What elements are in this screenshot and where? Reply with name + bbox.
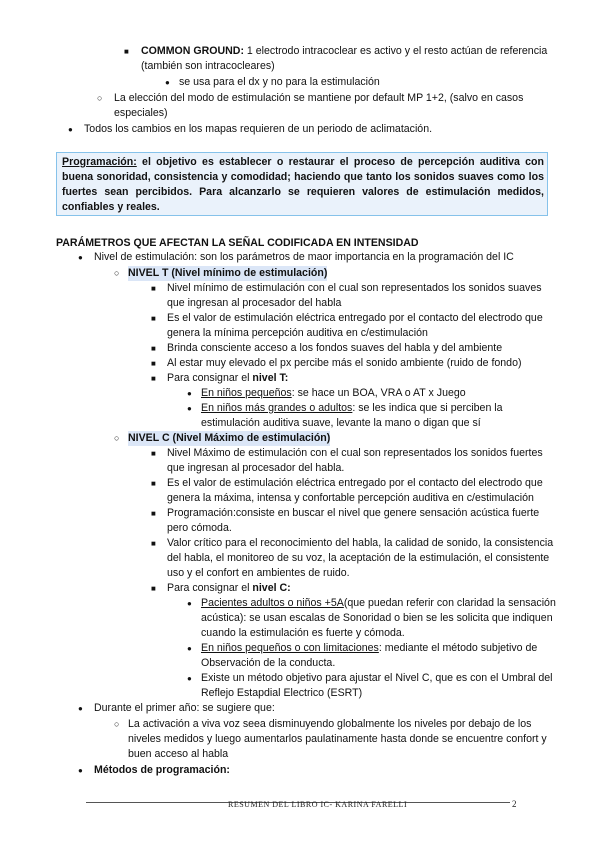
dot-bullet-icon: ● bbox=[78, 766, 83, 775]
dot-bullet-icon: ● bbox=[187, 404, 192, 413]
nivel-t-item-5: Para consignar el nivel T: bbox=[167, 372, 289, 384]
nivel-c-sub-3-cont: Reflejo Estapdial Electrico (ESRT) bbox=[201, 687, 363, 699]
nivel-c-sub-2-cont: Observación de la conducta. bbox=[201, 657, 336, 669]
mode-text: La elección del modo de estimulación se mantiene por default MP 1+2, (salvo en casos bbox=[114, 92, 524, 104]
nivel-t-title: NIVEL T (Nivel mínimo de estimulación) bbox=[128, 267, 328, 279]
page-number: 2 bbox=[512, 799, 517, 809]
nivel-t-item-2-cont: genera la mínima percepción auditiva en c/estimulación bbox=[167, 327, 428, 339]
dot-bullet-icon: ● bbox=[78, 704, 83, 713]
nivel-c-item-4: Valor crítico para el reconocimiento del habla, la calidad de sonido, la consistencia bbox=[167, 537, 554, 549]
nivel-t-sub-2-cont: estimulación auditiva suave, levante la mano o digan que sí bbox=[201, 417, 481, 429]
nivel-c-item-4-cont-2: uso y el confort en ambientes de ruido. bbox=[167, 567, 350, 579]
square-bullet-icon: ■ bbox=[151, 479, 156, 488]
circle-bullet-icon: ○ bbox=[114, 433, 120, 443]
nivel-c-item-3-cont: pero cómoda. bbox=[167, 522, 232, 534]
nivel-c-item-4-cont: del habla, el monitoreo de su voz, la aceptación de la estimulación, el consistente bbox=[167, 552, 550, 564]
dot-bullet-icon: ● bbox=[187, 599, 192, 608]
nivel-c-item-2: Es el valor de estimulación eléctrica entregado por el contacto del electrodo que bbox=[167, 477, 543, 489]
square-bullet-icon: ■ bbox=[151, 284, 156, 293]
nivel-c-sub-1-cont-2: cuando la estimulación es fuerte y cómoda. bbox=[201, 627, 405, 639]
nivel-t-item-2: Es el valor de estimulación eléctrica entregado por el contacto del electrodo que bbox=[167, 312, 543, 324]
common-ground-line-2: (también son intracocleares) bbox=[141, 60, 275, 72]
nivel-c-item-1: Nivel Máximo de estimulación con el cual son representados los sonidos fuertes bbox=[167, 447, 543, 459]
square-bullet-icon: ■ bbox=[151, 509, 156, 518]
dot-bullet-icon: ● bbox=[78, 253, 83, 262]
activation-text: La activación a viva voz seea disminuyendo globalmente los niveles por debajo de los bbox=[128, 718, 532, 730]
activation-text-2: niveles medidos y luego aumentarlos paulatinamente hasta donde se encuentre confort y bbox=[128, 733, 547, 745]
dot-bullet-icon: ● bbox=[68, 125, 73, 134]
common-ground-line: COMMON GROUND: 1 electrodo intracoclear es activo y el resto actúan de referencia bbox=[141, 45, 548, 57]
circle-bullet-icon: ○ bbox=[97, 93, 103, 103]
nivel-c-item-3: Programación:consiste en buscar el nivel que genere sensación acústica fuerte bbox=[167, 507, 540, 519]
first-year-text: Durante el primer año: se sugiere que: bbox=[94, 702, 275, 714]
nivel-c-item-2-cont: genera la máxima, intensa y confortable percepción auditiva en c/estimulación bbox=[167, 492, 534, 504]
mode-text-2: especiales) bbox=[114, 107, 168, 119]
dot-bullet-icon: ● bbox=[187, 389, 192, 398]
square-bullet-icon: ■ bbox=[151, 584, 156, 593]
square-bullet-icon: ■ bbox=[124, 47, 129, 56]
footer-title: RESUMEN DEL LIBRO IC- KARINA FARELLI bbox=[228, 800, 408, 809]
circle-bullet-icon: ○ bbox=[114, 268, 120, 278]
nivel-c-item-1-cont: que ingresan al procesador del habla. bbox=[167, 462, 345, 474]
nivel-t-item-3: Brinda consciente acceso a los fondos suaves del habla y del ambiente bbox=[167, 342, 503, 354]
dot-bullet-icon: ● bbox=[165, 78, 170, 87]
common-ground-sub: se usa para el dx y no para la estimulación bbox=[179, 76, 380, 88]
nivel-c-item-5: Para consignar el nivel C: bbox=[167, 582, 291, 594]
nivel-t-item-4: Al estar muy elevado el px percibe más el sonido ambiente (ruido de fondo) bbox=[167, 357, 522, 369]
square-bullet-icon: ■ bbox=[151, 344, 156, 353]
circle-bullet-icon: ○ bbox=[114, 719, 120, 729]
square-bullet-icon: ■ bbox=[151, 374, 156, 383]
dot-bullet-icon: ● bbox=[187, 674, 192, 683]
square-bullet-icon: ■ bbox=[151, 314, 156, 323]
nivel-c-title: NIVEL C (Nivel Máximo de estimulación) bbox=[128, 432, 331, 444]
nivel-c-sub-1: Pacientes adultos o niños +5A(que puedan referir con claridad la sensación bbox=[201, 597, 556, 609]
nivel-intro: Nivel de estimulación: son los parámetros de maor importancia en la programación del IC bbox=[94, 251, 514, 263]
nivel-t-item-1: Nivel mínimo de estimulación con el cual son representados los sonidos suaves bbox=[167, 282, 542, 294]
section-heading: PARÁMETROS QUE AFECTAN LA SEÑAL CODIFICADA EN INTENSIDAD bbox=[56, 237, 419, 249]
nivel-t-sub-1: En niños pequeños: se hace un BOA, VRA o AT x Juego bbox=[201, 387, 466, 399]
dot-bullet-icon: ● bbox=[187, 644, 192, 653]
methods-heading: Métodos de programación: bbox=[94, 764, 230, 776]
programacion-callout: Programación: el objetivo es establecer o restaurar el proceso de percepción auditiva con buena sonoridad, consistencia y comodidad; haciendo que tanto los sonidos suaves como los fuertes sean percibidos. Para alcanzarlo se requieren valores de estimulación medidos, confiables y reales. bbox=[62, 156, 544, 213]
nivel-c-sub-2: En niños pequeños o con limitaciones: mediante el método subjetivo de bbox=[201, 642, 538, 654]
nivel-c-sub-3: Existe un método objetivo para ajustar el Nivel C, que es con el Umbral del bbox=[201, 672, 553, 684]
square-bullet-icon: ■ bbox=[151, 539, 156, 548]
activation-text-3: buen acceso al habla bbox=[128, 748, 229, 760]
changes-text: Todos los cambios en los mapas requieren de un periodo de aclimatación. bbox=[84, 123, 433, 135]
square-bullet-icon: ■ bbox=[151, 449, 156, 458]
nivel-t-item-1-cont: que ingresan al procesador del habla bbox=[167, 297, 342, 309]
nivel-t-sub-2: En niños más grandes o adultos: se les indica que si perciben la bbox=[201, 402, 503, 414]
nivel-c-sub-1-cont: acústica): se usan escalas de Sonoridad o bien se les solicita que indiquen bbox=[201, 612, 553, 624]
square-bullet-icon: ■ bbox=[151, 359, 156, 368]
